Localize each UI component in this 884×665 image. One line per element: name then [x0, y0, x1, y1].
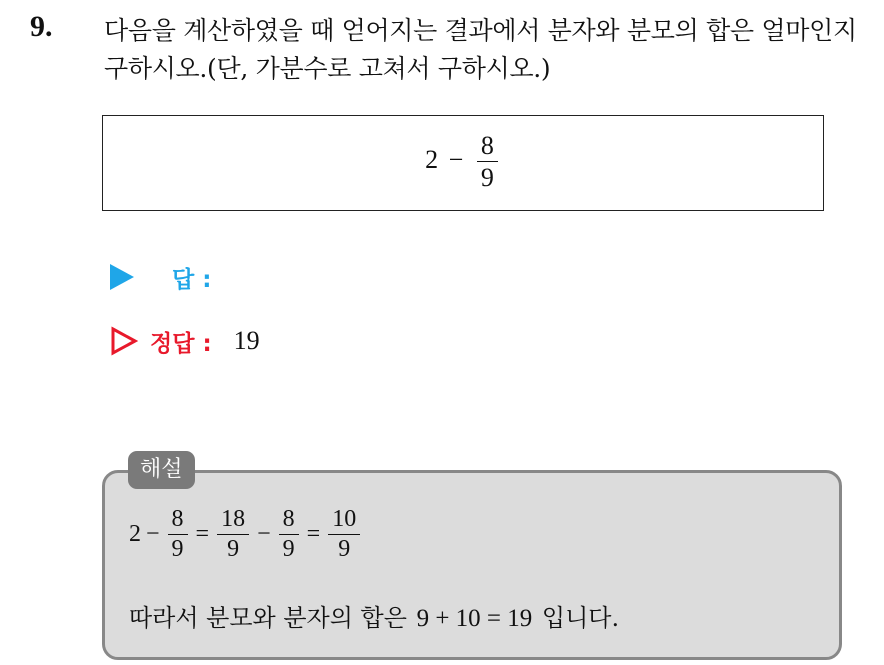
fraction-denominator: 9 [171, 536, 184, 563]
solution-fraction [168, 507, 188, 562]
expression-operator: − [448, 144, 464, 174]
fraction-numerator: 8 [168, 507, 188, 535]
solution-fraction [279, 507, 299, 562]
solution-expression [129, 507, 363, 562]
answer-row [110, 262, 211, 292]
expression-whole: 2 [425, 144, 439, 174]
solution-tag: 해설 [128, 451, 195, 489]
solution-minus: − [146, 521, 160, 548]
correct-answer-label: 정답 : [150, 330, 212, 357]
fraction-denominator: 9 [282, 536, 295, 563]
solution-box [102, 470, 842, 660]
solution-equals: = [306, 521, 321, 548]
conclusion-suffix: 입니다. [541, 604, 620, 632]
solution-whole: 2 [129, 521, 141, 548]
answer-label: 답 : [172, 266, 212, 293]
expression-fraction [477, 132, 498, 192]
conclusion-math: 9 + 10 = 19 [416, 605, 533, 632]
correct-answer-value: 19 [233, 326, 260, 355]
fraction-numerator: 10 [328, 507, 360, 535]
correct-answer-row [110, 324, 260, 358]
solution-fraction [217, 507, 249, 562]
problem-expression [103, 132, 823, 192]
fraction-denominator: 9 [480, 163, 494, 193]
outline-right-triangle-icon [110, 326, 138, 356]
question-number: 9. [30, 10, 53, 43]
solution-equals: = [195, 521, 210, 548]
fraction-denominator: 9 [227, 536, 240, 563]
fraction-numerator: 18 [217, 507, 249, 535]
filled-right-triangle-icon [110, 264, 134, 290]
conclusion-prefix: 따라서 분모와 분자의 합은 [129, 604, 407, 632]
fraction-numerator: 8 [477, 132, 498, 162]
solution-fraction [328, 507, 360, 562]
solution-conclusion [129, 598, 619, 633]
fraction-denominator: 9 [338, 536, 351, 563]
expression-box [102, 115, 824, 211]
question-text: 다음을 계산하였을 때 얻어지는 결과에서 분자와 분모의 합은 얼마인지 구하시오.(단, 가분수로 고쳐서 구하시오.) [104, 16, 857, 83]
solution-minus: − [257, 521, 271, 548]
fraction-numerator: 8 [279, 507, 299, 535]
